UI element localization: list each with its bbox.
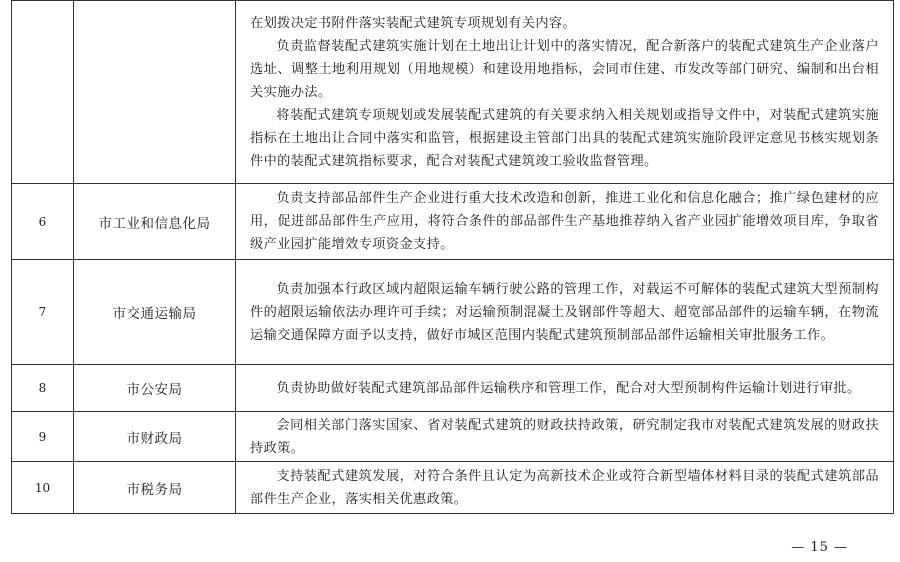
duty-paragraph: 将装配式建筑专项规划或发展装配式建筑的有关要求纳入相关规划或指导文件中，对装配式建筑实施指标在土地出让合同中落实和监管，根据建设主管部门出具的装配式建筑实施阶段评定意见书核实规划条件中的装配式建筑指标要求，配合对装配式建筑竣工验收监督管理。 — [250, 107, 879, 169]
row-number: 6 — [12, 184, 74, 260]
department-name: 市交通运输局 — [74, 260, 236, 365]
duty-description — [236, 1, 894, 184]
table-row — [12, 260, 894, 365]
duty-table — [11, 0, 894, 514]
department-name: 市税务局 — [74, 462, 236, 514]
row-number: 7 — [12, 260, 74, 365]
duty-description — [236, 462, 894, 514]
duty-description — [236, 365, 894, 412]
row-number: 9 — [12, 412, 74, 462]
page-number-label: — 15 — — [791, 540, 848, 555]
table-row — [12, 365, 894, 412]
duty-paragraph: 在划拨决定书附件落实装配式建筑专项规划有关内容。 — [250, 15, 577, 31]
duty-paragraph: 负责支持部品部件生产企业进行重大技术改造和创新，推进工业化和信息化融合；推广绿色建材的应用，促进部品部件生产应用，将符合条件的部品部件生产基地推荐纳入省产业园扩能增效项目库，争取省级产业园扩能增效专项资金支持。 — [250, 191, 879, 252]
duty-paragraph: 负责监督装配式建筑实施计划在土地出让计划中的落实情况，配合新落户的装配式建筑生产企业落户选址、调整土地利用规划（用地规模）和建设用地指标，会同市住建、市发改等部门研究、编制和出台相关实施办法。 — [250, 38, 879, 100]
row-number — [12, 1, 74, 184]
duty-paragraph: 负责加强本行政区域内超限运输车辆行驶公路的管理工作，对载运不可解体的装配式建筑大型预制构件的超限运输依法办理许可手续；对运输预制混凝土及钢部件等超大、超宽部品部件的运输车辆，在物流运输交通保障方面予以支持，做好市城区范围内装配式建筑预制部品部件运输相关审批服务工作。 — [250, 281, 879, 343]
duty-paragraph: 支持装配式建筑发展，对符合条件且认定为高新技术企业或符合新型墙体材料目录的装配式建筑部品部件生产企业，落实相关优惠政策。 — [250, 468, 879, 507]
table-row — [12, 184, 894, 260]
duty-description — [236, 412, 894, 462]
department-name: 市工业和信息化局 — [74, 184, 236, 260]
table-row — [12, 412, 894, 462]
page-number — [0, 540, 900, 555]
row-number: 8 — [12, 365, 74, 412]
department-name: 市财政局 — [74, 412, 236, 462]
row-number: 10 — [12, 462, 74, 514]
department-name — [74, 1, 236, 184]
table-row — [12, 462, 894, 514]
duty-paragraph: 会同相关部门落实国家、省对装配式建筑的财政扶持政策，研究制定我市对装配式建筑发展的财政扶持政策。 — [250, 417, 879, 456]
duty-description — [236, 260, 894, 365]
department-name: 市公安局 — [74, 365, 236, 412]
duty-description — [236, 184, 894, 260]
duty-paragraph: 负责协助做好装配式建筑部品部件运输秩序和管理工作，配合对大型预制构件运输计划进行审批。 — [276, 380, 861, 396]
table-row — [12, 1, 894, 184]
